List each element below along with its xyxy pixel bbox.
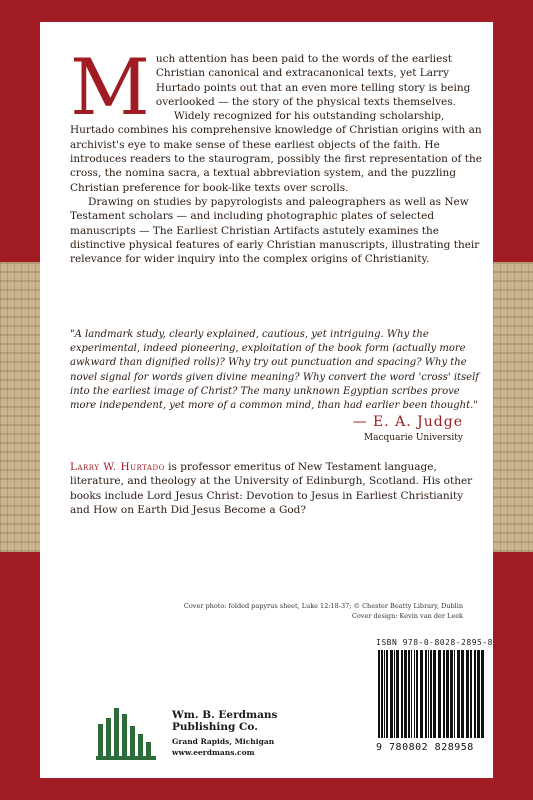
- description-blurb: [70, 43, 482, 266]
- endorser-affiliation: Macquarie University: [363, 433, 463, 443]
- photo-credit: Cover photo: folded papyrus sheet, Luke 12:18-37; © Chester Beatty Library, Dublin: [183, 602, 463, 610]
- barcode-icon: [376, 650, 488, 738]
- publisher-logo: [96, 704, 156, 760]
- papyrus-image-left: [0, 262, 40, 552]
- drop-cap: M: [70, 43, 150, 133]
- isbn-label: ISBN 978-0-8028-2895-8: [376, 638, 493, 647]
- papyrus-image-right: [493, 262, 533, 552]
- barcode-number: 9 780802 828958: [376, 742, 474, 753]
- publisher-name-line-2: Publishing Co.: [172, 721, 258, 733]
- author-bio-text: is professor emeritus of New Testament language, literature, and theology at the University of Edinburgh, Scotland. His other books include Lord Jesus Christ: Devotion to Jesus in Earliest Christianity and How on Earth Did Jesus Become a God?: [70, 461, 473, 516]
- publisher-location: Grand Rapids, Michigan: [172, 737, 275, 746]
- design-credit: Cover design: Kevin van der Leek: [351, 612, 463, 620]
- author-name: Larry W. Hurtado: [70, 461, 165, 473]
- blurb-paragraph-3: Drawing on studies by papyrologists and paleographers as well as New Testament scholars — and including photographic plates of selected manuscripts — The Earliest Christian Artifacts astutely examines the distinctive physical features of early Christian manuscripts, illustrating their relevance for wider inquiry into the complex origins of Christianity.: [70, 195, 480, 266]
- endorser-name: — E. A. Judge: [352, 414, 463, 430]
- text-panel: [40, 22, 493, 778]
- author-bio: [70, 460, 482, 517]
- blurb-paragraph-2: Widely recognized for his outstanding scholarship, Hurtado combines his comprehensive knowledge of Christian origins with an archivist's eye to make sense of these earliest objects of the faith. He introduces readers to the staurogram, possibly the first representation of the cross, the nomina sacra, a textual abbreviation system, and the puzzling Christian preference for book-like texts over scrolls.: [70, 110, 482, 194]
- endorsement-quote: "A landmark study, clearly explained, cautious, yet intriguing. Why the experimental, indeed pioneering, exploitation of the book form (actually more awkward than dignified rolls)? Why try out punctuation and spacing? Why the novel signal for words given divine meaning? Why convert the word 'cross' itself into the earliest image of Christ? The many unknown Egyptian scribes prove more independent, yet more of a common mind, than had earlier been thought.": [70, 329, 479, 412]
- blurb-paragraph-1: uch attention has been paid to the words of the earliest Christian canonical and extracanonical texts, yet Larry Hurtado points out that an even more telling story is being overlooked — the story of the physical texts themselves.: [155, 53, 471, 108]
- publisher-url: www.eerdmans.com: [172, 748, 255, 757]
- publisher-name: [172, 709, 277, 733]
- publisher-name-line-1: Wm. B. Eerdmans: [172, 709, 278, 721]
